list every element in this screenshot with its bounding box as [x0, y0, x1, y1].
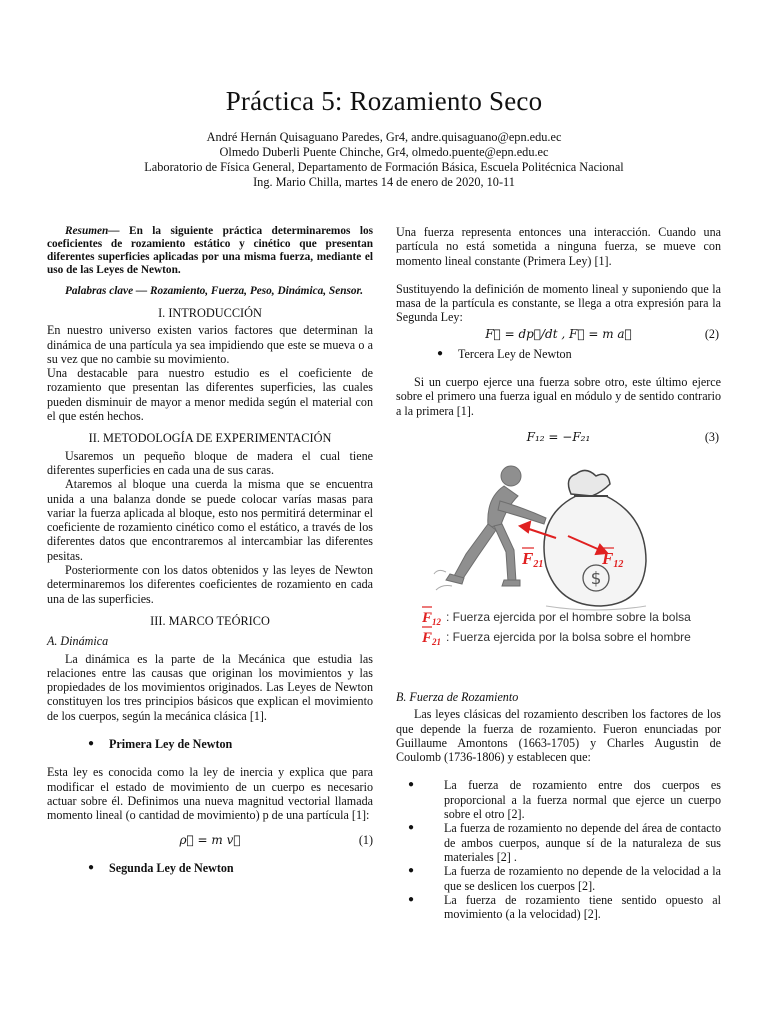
bullet-dot: ● [407, 893, 414, 905]
second-law-label: Segunda Ley de Newton [109, 860, 234, 875]
dollar-sign: $ [590, 568, 602, 589]
equation-3-number: (3) [704, 429, 719, 444]
force-paragraph: Una fuerza representa entonces una interacción. Cuando una partícula no está sometida a ninguna fuerza, se mueve con momento lineal constante (Primera Ley) [1]. [396, 225, 721, 268]
section-1-heading: I. INTRODUCCIÓN [158, 306, 262, 320]
subsection-b-heading: B. Fuerza de Rozamiento [396, 689, 519, 704]
equation-2 [396, 327, 721, 347]
equation-2-formula: F⃗ = dp⃗/dt , F⃗ = m a⃗ [485, 326, 632, 341]
third-law-label: Tercera Ley de Newton [458, 346, 572, 361]
left-column [47, 225, 373, 875]
bullet-dot: ● [407, 779, 414, 791]
bullet-first-law [47, 737, 373, 751]
section-3-heading: III. MARCO TEÓRICO [150, 613, 270, 628]
bag-body [544, 496, 646, 606]
list-item: ● La fuerza de rozamiento entre dos cuerpos es proporcional a la fuerza normal que ejerce un cuerpo sobre el otro [2]. [396, 778, 721, 821]
list-item: ● La fuerza de rozamiento no depende del área de contacto de ambos cuerpos, aunque sí de la naturaleza de sus materiales [2] . [396, 821, 721, 864]
paper-title: Práctica 5: Rozamiento Seco [225, 86, 543, 116]
bullet-dot: ● [407, 865, 414, 877]
instructor-date: Ing. Mario Chilla, martes 14 de enero de 2020, 10-11 [253, 175, 515, 189]
legend-f12-text: : Fuerza ejercida por el hombre sobre la bolsa [446, 609, 691, 624]
right-column [396, 225, 721, 921]
bullet-third-law [396, 347, 721, 361]
motion-line [434, 570, 446, 574]
legend-f21-symbol: $F_{21}$ [422, 629, 442, 646]
equation-1-formula: ρ⃗ = m v⃗ [179, 832, 241, 847]
list-item: ● La fuerza de rozamiento tiene sentido opuesto al movimiento (a la velocidad) [2]. [396, 893, 721, 922]
bullet-dot: ● [407, 822, 414, 834]
intro-paragraph-1: En nuestro universo existen varios factores que determinan la dinámica de una partícula ya sea impidiendo que este se mueva o a su vez que no cambie su movimiento. [47, 323, 373, 366]
method-paragraph-2: Ataremos al bloque una cuerda la misma que se encuentra unida a una balanza donde se puede colocar varías masas para variar la fuerza aplicada al bloque, esto nos permitirá determinar el coeficiente de rozamiento cinético como el estático, a través de los diferentes datos que encontraremos al intercambiar las diferentes pesitas. [47, 477, 373, 563]
newton-third-law-figure [396, 456, 721, 646]
abstract [47, 225, 373, 277]
f21-label: F21 [522, 548, 544, 570]
subsection-a-heading: A. Dinámica [47, 634, 109, 649]
bullet-dot: ● [87, 861, 95, 873]
man-arm [498, 501, 546, 524]
man-pushing-illustration [446, 466, 546, 586]
first-law-label: Primera Ley de Newton [109, 737, 233, 752]
man-head [501, 466, 521, 486]
abstract-text: En la siguiente práctica determinaremos los coeficientes de rozamiento estático y cinético que presentan diferentes superficies aplicadas por una misma fuerza, mediante el uso de las Leyes de Newton. [47, 225, 373, 276]
author-1: André Hernán Quisaguano Paredes, Gr4, andre.quisaguano@epn.edu.ec [206, 130, 562, 144]
bullet-second-law [47, 861, 373, 875]
legend-f21-text: : Fuerza ejercida por la bolsa sobre el hombre [446, 629, 691, 644]
equation-1-number: (1) [358, 832, 373, 847]
money-bag-illustration [544, 470, 646, 610]
bullet-dot: ● [87, 738, 95, 750]
friction-paragraph: Las leyes clásicas del rozamiento describen los factores de los que depende la fuerza de rozamiento. Fueron enunciadas por Guillaume Amontons (1663-1705) y Charles Augustin de Coulomb (1736-1806) y establecen que: [396, 707, 721, 765]
keywords: Palabras clave — Rozamiento, Fuerza, Peso, Dinámica, Sensor. [65, 285, 364, 297]
man-back-leg [454, 524, 496, 580]
equation-3 [396, 430, 721, 450]
equation-2-number: (2) [704, 326, 719, 341]
abstract-label: Resumen— [65, 225, 120, 237]
first-law-paragraph: Esta ley es conocida como la ley de inercia y explica que para modificar el estado de movimiento de un cuerpo es necesario actuar sobre él. Definimos una nueva magnitud vectorial llamada momento lineal (o cantidad de movimiento) p de una partícula [1]: [47, 765, 373, 823]
figure-legend [421, 607, 691, 646]
legend-f12-symbol: $F_{12}$ [422, 609, 442, 627]
substitution-paragraph: Sustituyendo la definición de momento lineal y suponiendo que la masa de la partícula es constante, se llega a otra expresión para la Segunda Ley: [396, 281, 721, 325]
bullet-dot: ● [436, 347, 444, 359]
dynamics-paragraph: La dinámica es la parte de la Mecánica que estudia las relaciones entre las causas que originan los movimientos y las propiedades de los movimientos originados. Las Leyes de Newton constituyen los tres principios básicos que explican el movimiento de los cuerpos, según la mecánica clásica [1]. [47, 651, 373, 723]
method-paragraph-1: Usaremos un pequeño bloque de madera el cual tiene diferentes superficies en cada una de sus caras. [47, 448, 373, 477]
list-item: ● La fuerza de rozamiento no depende de la velocidad a la que se deslicen los cuerpos [2]. [396, 864, 721, 893]
section-2-heading: II. METODOLOGÍA DE EXPERIMENTACIÓN [88, 431, 332, 446]
f12-label: F12 [602, 548, 624, 570]
affiliation: Laboratorio de Física General, Departamento de Formación Básica, Escuela Politécnica Nacional [144, 160, 624, 174]
author-2: Olmedo Duberli Puente Chinche, Gr4, olmedo.puente@epn.edu.ec [219, 145, 549, 159]
third-law-paragraph: Si un cuerpo ejerce una fuerza sobre otro, este último ejerce sobre el primero una fuerza igual en módulo y de sentido contrario a la primera [1]. [396, 375, 721, 418]
man-front-foot [502, 580, 520, 586]
method-paragraph-3: Posteriormente con los datos obtenidos y las leyes de Newton determinaremos los diferentes coeficientes de rozamiento en cada una de las superficies. [47, 563, 373, 606]
man-front-leg [494, 524, 516, 582]
equation-1 [47, 833, 373, 853]
friction-laws-list [396, 778, 721, 921]
arrow-f21-head [520, 522, 530, 532]
equation-3-formula: F₁₂ = −F₂₁ [526, 429, 591, 444]
motion-line [436, 585, 452, 590]
intro-paragraph-2: Una destacable para nuestro estudio es el coeficiente de rozamiento que presentan las diferentes superficies, las cuales pueden disminuir de mayor a menor medida según el material con el que estén hechos. [47, 366, 373, 424]
bag-top [568, 470, 610, 496]
